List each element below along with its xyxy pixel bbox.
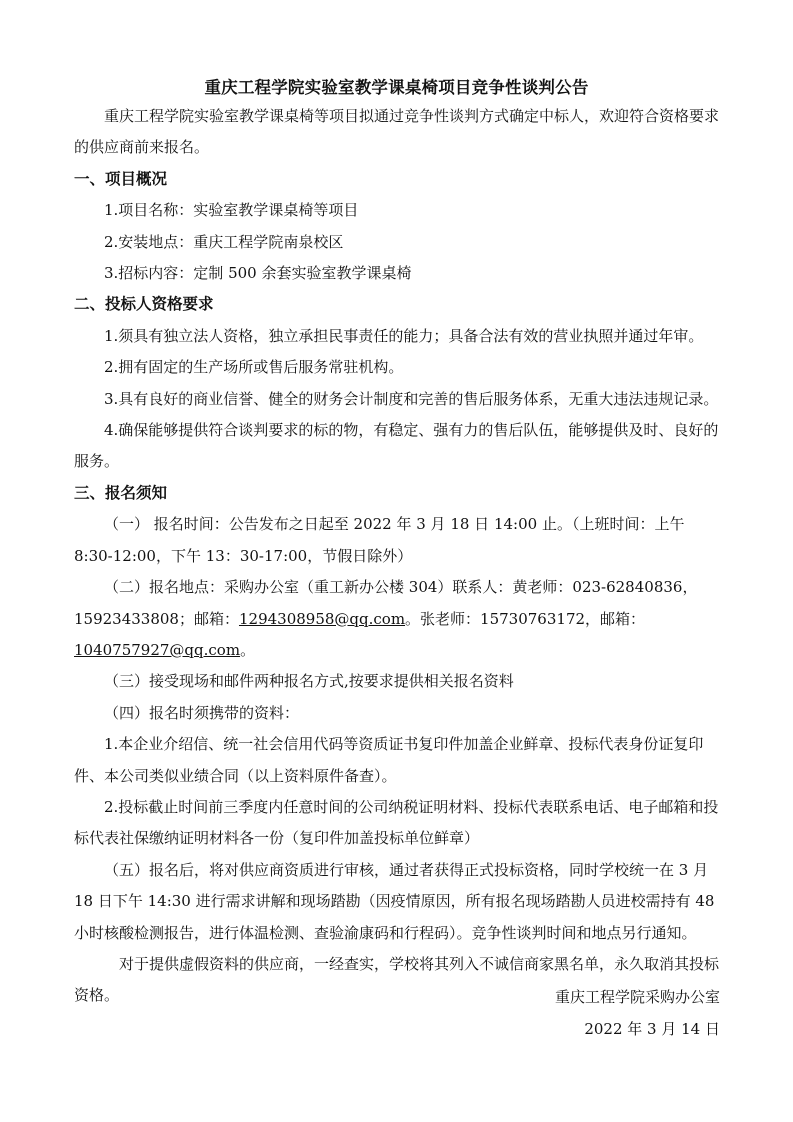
- registration-location: [74, 572, 720, 666]
- email-link-2[interactable]: 1040757927@qq.com: [74, 640, 241, 659]
- registration-location-text: （二）报名地点：采购办公室（重工新办公楼 304）联系人：黄老师：023-62840836，15923433808；邮箱：: [74, 578, 698, 628]
- required-material-item: 1.本企业介绍信、统一社会信用代码等资质证书复印件加盖企业鲜章、投标代表身份证复印件、本公司类似业绩合同（以上资料原件备查）。: [74, 735, 704, 785]
- registration-time: （一） 报名时间：公告发布之日起至 2022 年 3 月 18 日 14:00 止。（上班时间：上午 8:30-12:00，下午 13：30-17:00，节假日除外）: [74, 515, 685, 565]
- section2-item: 1.须具有独立法人资格，独立承担民事责任的能力；具备合法有效的营业执照并通过年审。: [104, 326, 704, 345]
- intro-paragraph: 重庆工程学院实验室教学课桌椅等项目拟通过竞争性谈判方式确定中标人，欢迎符合资格要求的供应商前来报名。: [74, 107, 720, 157]
- section1-item: 2.安装地点：重庆工程学院南泉校区: [104, 232, 344, 251]
- section1-item: 3.招标内容：定制 500 余套实验室教学课桌椅: [104, 264, 412, 283]
- signature-date: 2022 年 3 月 14 日: [584, 1020, 720, 1038]
- section2-item: 2.拥有固定的生产场所或售后服务常驻机构。: [104, 358, 404, 377]
- registration-contact-text: 。张老师：15730763172，邮箱：: [405, 609, 646, 628]
- section2-item: 4.确保能够提供符合谈判要求的标的物，有稳定、强有力的售后队伍，能够提供及时、良好的服务。: [74, 421, 719, 471]
- document-body: [74, 101, 720, 1012]
- page-title: 重庆工程学院实验室教学课桌椅项目竞争性谈判公告: [204, 78, 589, 97]
- punctuation: 。: [240, 640, 256, 659]
- section3-heading: 三、报名须知: [74, 483, 168, 502]
- section2-heading: 二、投标人资格要求: [74, 295, 214, 314]
- required-material-item: 2.投标截止时间前三季度内任意时间的公司纳税证明材料、投标代表联系电话、电子邮箱和投标代表社保缴纳证明材料各一份（复印件加盖投标单位鲜章）: [74, 797, 719, 848]
- section2-item: 3.具有良好的商业信誉、健全的财务会计制度和完善的售后服务体系，无重大违法违规记录。: [104, 389, 719, 408]
- email-link-1[interactable]: 1294308958@qq.com: [238, 609, 406, 628]
- closing-paragraph: 对于提供虚假资料的供应商，一经查实，学校将其列入不诚信商家黑名单，永久取消其投标资格。: [74, 954, 720, 1005]
- required-materials-heading: （四）报名时须携带的资料：: [104, 703, 300, 722]
- section1-item: 1.项目名称：实验室教学课桌椅等项目: [104, 201, 359, 220]
- signature-org: 重庆工程学院采购办公室: [554, 988, 720, 1006]
- post-registration-paragraph: （五）报名后，将对供应商资质进行审核，通过者获得正式投标资格，同时学校统一在 3 月 18 日下午 14:30 进行需求讲解和现场踏勘（因疫情原因，所有报名现场踏勘人员进校需持有 48 小时核酸检测报告，进行体温检测、查验渝康码和行程码）。竞争性谈判时间和地点另行通知。: [74, 860, 715, 942]
- section1-heading: 一、项目概况: [74, 169, 168, 188]
- registration-methods: （三）接受现场和邮件两种报名方式,按要求提供相关报名资料: [104, 672, 514, 691]
